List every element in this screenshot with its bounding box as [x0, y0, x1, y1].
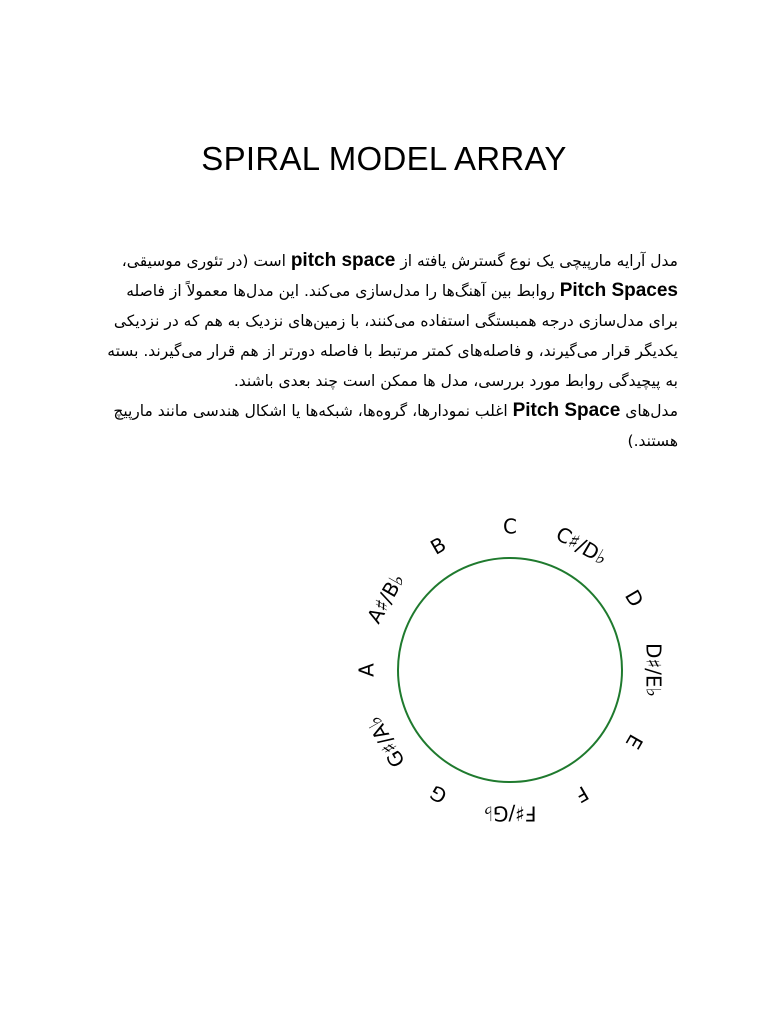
paragraph-1 — [100, 246, 678, 396]
paragraph-2-end: اغلب نمودارها، گروه‌ها، شبکه‌ها یا اشکال هندسی مانند مارپیچ هستند.) — [113, 402, 678, 450]
paragraph-2 — [100, 396, 678, 456]
note-label: A — [354, 663, 379, 677]
term-pitch-spaces: Pitch Spaces — [559, 280, 678, 301]
pitch-circle — [398, 558, 622, 782]
note-label: F♯/G♭ — [483, 801, 537, 826]
paragraph-2-start: مدل‌های — [625, 402, 678, 420]
note-label: G♯/A♭ — [361, 711, 410, 772]
note-label: C — [503, 514, 517, 539]
note-label: C♯/D♭ — [551, 521, 612, 570]
body-text — [100, 246, 678, 456]
paragraph-1-middle: است (در تئوری موسیقی، — [121, 252, 286, 270]
note-label: F — [570, 781, 593, 808]
note-label: D♯/E♭ — [641, 643, 666, 697]
note-label: G — [425, 780, 451, 809]
note-labels — [355, 515, 666, 826]
note-label: A♯/B♭ — [361, 569, 410, 628]
page-title: SPIRAL MODEL ARRAY — [201, 140, 567, 177]
paragraph-1-start: مدل آرایه مارپیچی یک نوع گسترش یافته از — [400, 252, 678, 270]
pitch-circle-diagram — [340, 500, 680, 840]
paragraph-1-end: روابط بین آهنگ‌ها را مدل‌سازی می‌کند. این مدل‌ها معمولاً از فاصله برای مدل‌سازی درجه همبستگی استفاده می‌کنند، با زمین‌های نزدیک به هم که در نزدیکی یکدیگر قرار می‌گیرند، و فاصله‌های کمتر مرتبط با فاصله دورتر از هم قرار می‌گیرند. بسته به پیچیدگی روابط مورد بررسی، مدل ها ممکن است چند بعدی باشند. — [107, 282, 678, 390]
note-label: D — [620, 585, 649, 611]
note-label: E — [620, 730, 648, 754]
term-pitch-space: pitch space — [290, 250, 396, 271]
note-label: B — [426, 531, 451, 560]
term-pitch-space-2: Pitch Space — [512, 400, 621, 421]
